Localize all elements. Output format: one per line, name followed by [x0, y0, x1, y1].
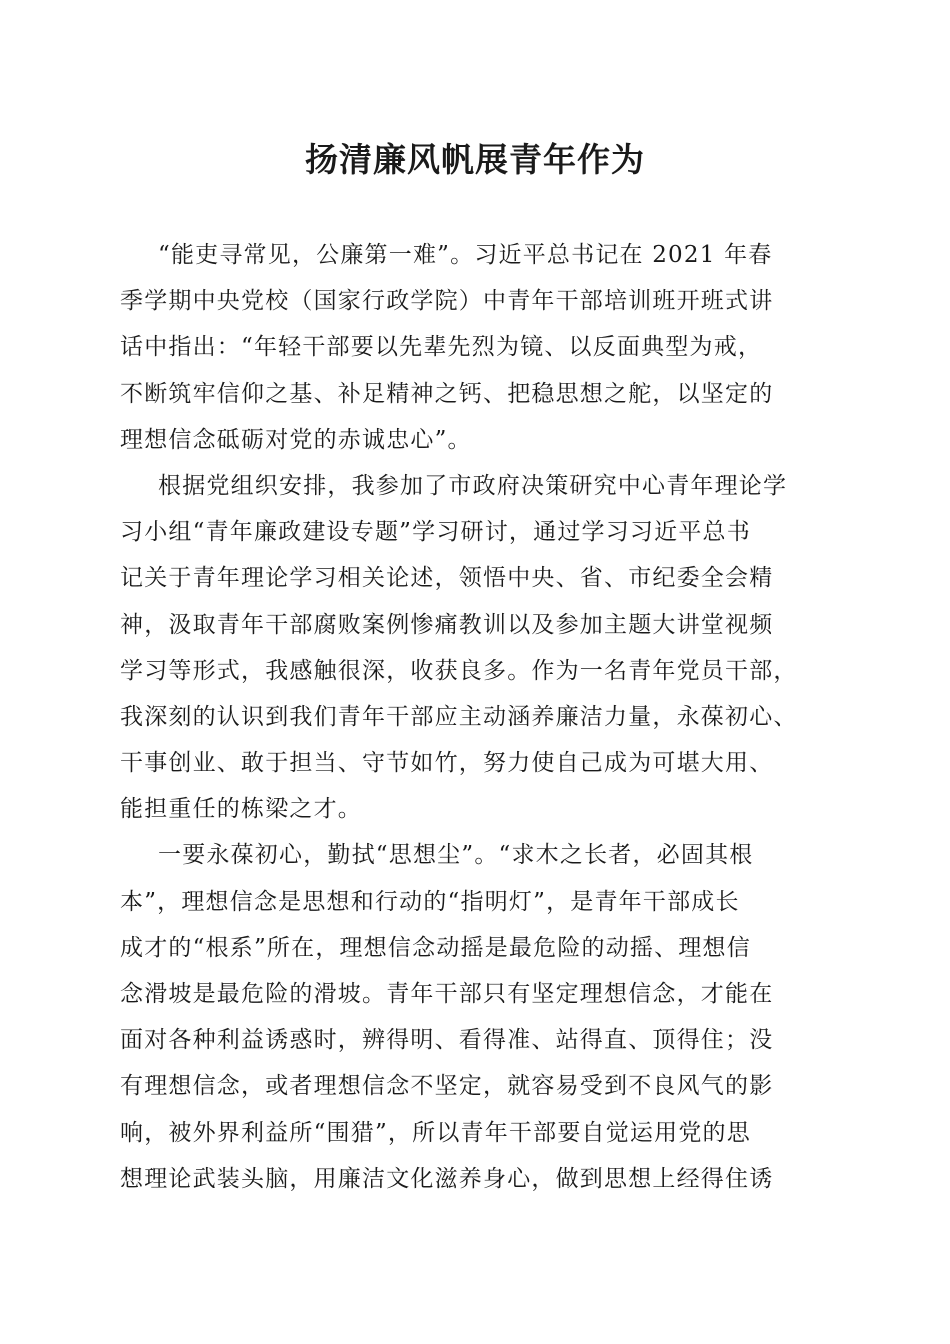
text-line: 不断筑牢信仰之基、补足精神之钙、把稳思想之舵，以坚定的	[120, 380, 774, 407]
text-line: 有理想信念，或者理想信念不坚定，就容易受到不良风气的影	[120, 1073, 774, 1100]
text-line: 话中指出：“年轻干部要以先辈先烈为镜、以反面典型为戒，	[120, 334, 763, 361]
text-line: “能吏寻常见，公廉第一难”。习近平总书记在 2021 年春	[158, 242, 773, 268]
text-line: 根据党组织安排，我参加了市政府决策研究中心青年理论学	[158, 472, 788, 499]
document-title: 扬清廉风帆展青年作为	[305, 140, 645, 179]
text-line: 成才的“根系”所在，理想信念动摇是最危险的动摇、理想信	[120, 934, 751, 961]
text-line: 季学期中央党校（国家行政学院）中青年干部培训班开班式讲	[120, 288, 774, 315]
document-body	[120, 232, 822, 1202]
text-line: 本”，理想信念是思想和行动的“指明灯”，是青年干部成长	[120, 888, 740, 915]
text-line: 记关于青年理论学习相关论述，领悟中央、省、市纪委全会精	[120, 565, 774, 592]
text-line: 学习等形式，我感触很深，收获良多。作为一名青年党员干部，	[120, 657, 798, 684]
text-line: 理想信念砥砺对党的赤诚忠心”。	[120, 426, 472, 453]
text-line: 响，被外界利益所“围猎”，所以青年干部要自觉运用党的思	[120, 1119, 751, 1146]
paragraph-2	[120, 463, 822, 833]
text-line: 能担重任的栋梁之才。	[120, 796, 362, 823]
text-line: 面对各种利益诱惑时，辨得明、看得准、站得直、顶得住；没	[120, 1027, 774, 1054]
text-line: 念滑坡是最危险的滑坡。青年干部只有坚定理想信念，才能在	[120, 981, 774, 1007]
text-line: 干事创业、敢于担当、守节如竹，努力使自己成为可堪大用、	[120, 750, 774, 777]
text-line: 想理论武装头脑，用廉洁文化滋养身心，做到思想上经得住诱	[120, 1165, 774, 1192]
paragraph-3	[120, 832, 822, 1202]
text-line: 神，汲取青年干部腐败案例惨痛教训以及参加主题大讲堂视频	[120, 611, 774, 638]
paragraph-1	[120, 232, 822, 463]
text-line: 一要永葆初心，勤拭“思想尘”。“求木之长者，必固其根	[158, 842, 754, 869]
text-line: 习小组“青年廉政建设专题”学习研讨，通过学习习近平总书	[120, 519, 751, 546]
text-line: 我深刻的认识到我们青年干部应主动涵养廉洁力量，永葆初心、	[120, 703, 798, 730]
